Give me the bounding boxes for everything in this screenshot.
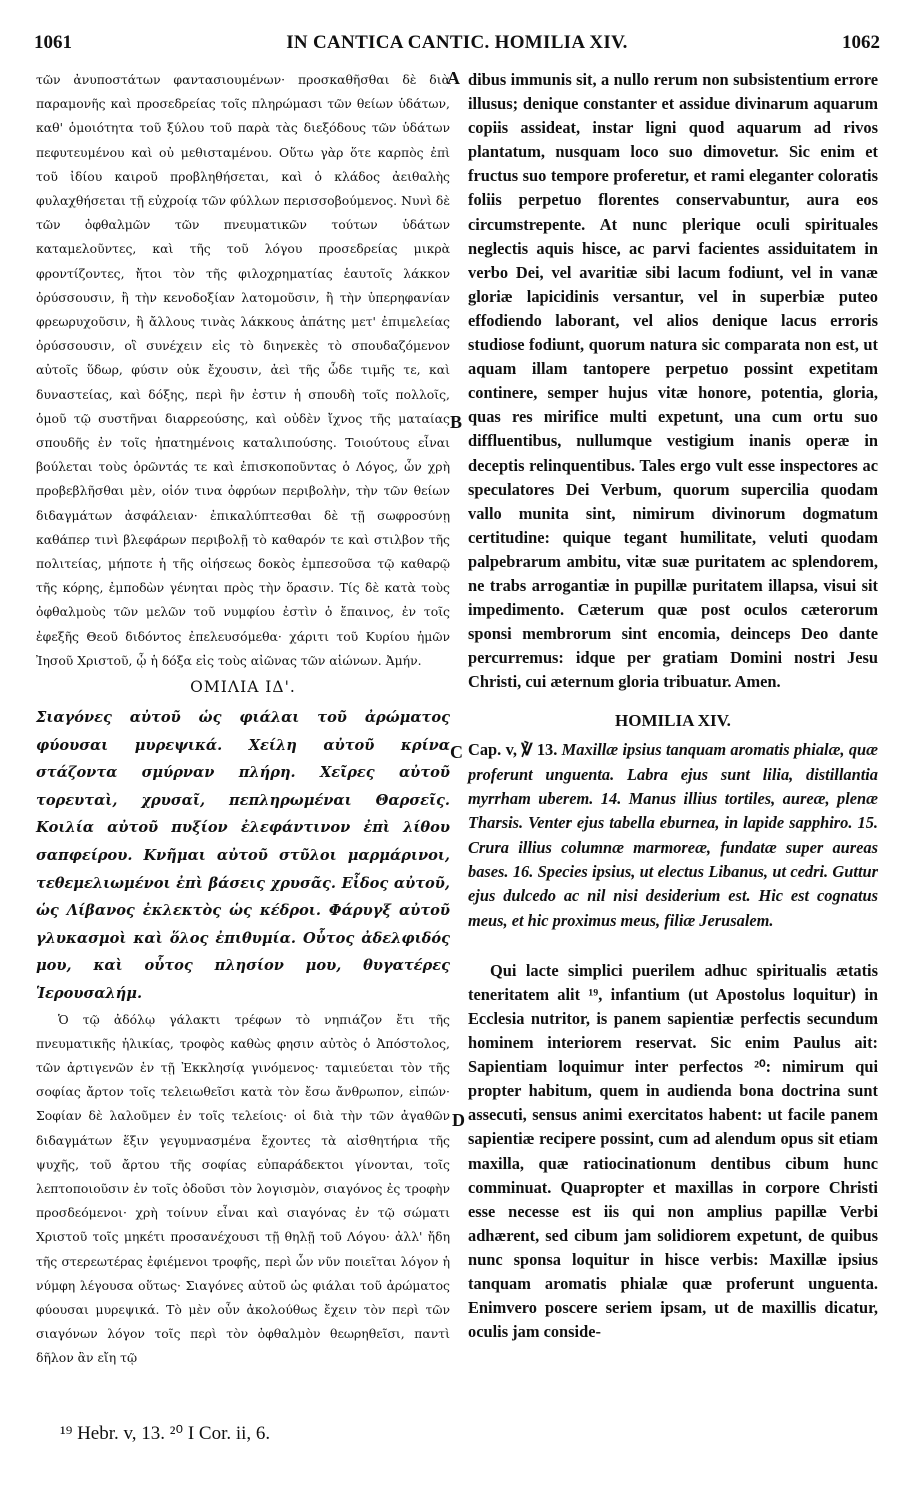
greek-homily-title: ΟΜΙΛΙΑ ΙΔ'. [190,678,296,697]
margin-marker-d: D [452,1110,465,1130]
latin-homily-title: HOMILIA XIV. [615,711,731,731]
chapter-reference: Cap. v, ℣ 13. [468,740,558,760]
greek-scripture-verse: Σιαγόνες αὐτοῦ ὡς φιάλαι τοῦ ἀρώματος φύουσαι μυρεψικά. Χείλη αὐτοῦ κρίνα στάζοντα σμύρναν πλήρη. Χεῖρες αὐτοῦ τορευταὶ, χρυσαῖ, πεπληρωμέναι Θαρσεῖς. Κοιλία αὐτοῦ πυξίον ἐλεφάντινον ἐπὶ λίθου σαπφείρου. Κνῆμαι αὐτοῦ στῦλοι μαρμάρινοι, τεθεμελιωμένοι ἐπὶ βάσεις χρυσᾶς. Εἶδος αὐτοῦ, ὡς Λίβανος ἐκλεκτὸς ὡς κέδροι. Φάρυγξ αὐτοῦ γλυκασμοὶ καὶ ὅλος ἐπιθυμία. Οὗτος ἀδελφιδός μου, καὶ οὗτος πλησίον μου, θυγατέρες Ἱερουσαλήμ. [36,709,450,1003]
latin-scripture-verse [468,738,878,932]
greek-paragraph-1: τῶν ἀνυποστάτων φαντασιουμένων· προσκαθῆσθαι δὲ διὰ παραμονῆς καὶ προσεδρείας τοῖς πληρώμασι τῶν θείων ὑδάτων, καθ' ὁμοιότητα τοῦ ξύλου τοῦ παρὰ τὰς διεξόδους τῶν ὑδάτων πεφυτευμένου καὶ οὐ μεθισταμένου. Οὕτω γὰρ ὅτε καρπὸς ἐπὶ τοῦ ἰδίου καιροῦ προβληθήσεται, καὶ ὁ κλάδος ἀειθαλὴς φυλαχθήσεται τῇ εὐχροίᾳ τῶν φύλλων περισσοβούμενος. Νυνὶ δὲ τῶν ὀφθαλμῶν τῶν πνευματικῶν τούτων ὑδάτων καταμελοῦντες, καὶ τῆς τοῦ λόγου προσεδρείας μικρὰ φροντίζοντες, ἤτοι τὸν τῆς φιλοχρηματίας ἑαυτοῖς λάκκον ὀρύσσουσιν, ἢ τὴν κενοδοξίαν λατομοῦσιν, ἢ τὴν ὑπερηφανίαν φρεωρυχοῦσιν, ἢ ἄλλους τινὰς λάκκους ἀπάτης μετ' ἐπιμελείας ὀρύσσουσιν, οἳ συνέχειν εἰς τὸ διηνεκὲς τὸ σπουδαζόμενον αὐτοῖς ὕδωρ, φύσιν οὐκ ἔχουσιν, ἀεὶ τῆς ὧδε τιμῆς τε, καὶ δυναστείας, καὶ δόξης, περὶ ἣν ἐστιν ἡ σπουδὴ τοῖς πολλοῖς, ὁμοῦ τῷ συστῆναι διαρρεούσης, καὶ οὐδὲν ἴχνος τῆς ματαίας σπουδῆς ἐν τοῖς ἠπατημένοις καταλιπούσης. Τοιούτους εἶναι βούλεται τοὺς ὁρῶντάς τε καὶ ἐπισκοποῦντας ὁ Λόγος, ὧν χρὴ προβεβλῆσθαι μὲν, οἱόν τινα ὀφρύων περιβολὴν, τὴν τῶν θείων διδαγμάτων ἀσφάλειαν· ἐπικαλύπτεσθαι δὲ τῇ σωφροσύνῃ καθάπερ τινὶ βλεφάρων περιβολῇ τὸ καθαρόν τε καὶ στιλβον τῆς πολιτείας, μήποτε ἡ τῆς οἰήσεως δοκὸς ἐμπεσοῦσα τῷ καθαρῷ τῆς κόρης, ἐμποδὼν γένηται πρὸς τὴν ὅρασιν. Τίς δὲ κατὰ τοὺς ὀφθαλμοὺς τῶν μελῶν τοῦ νυμφίου ἐστὶν ὁ ἔπαινος, ἐν τοῖς ἐφεξῆς Θεοῦ διδόντος ἐπελευσόμεθα· χάριτι τοῦ Κυρίου ἡμῶν Ἰησοῦ Χριστοῦ, ᾧ ἡ δόξα εἰς τοὺς αἰῶνας τῶν αἰώνων. Ἀμήν. [36,72,450,668]
page-number-right: 1062 [842,32,880,53]
margin-marker-a: A [447,68,460,88]
running-header [34,32,880,58]
page-number-left: 1061 [34,32,72,53]
running-title: IN CANTICA CANTIC. HOMILIA XIV. [286,32,628,53]
latin-column [468,68,878,1344]
margin-marker-b: B [450,412,463,432]
margin-marker-c: C [450,742,463,762]
latin-verse-text: Maxillæ ipsius tanquam aromatis phialæ, quæ proferunt unguenta. Labra ejus sunt lilia, distillantia myrrham uberem. 14. Manus illius tortiles, aureæ, plenæ Tharsis. Venter ejus tabella eburnea, in lapide sapphiro. 15. Crura illius columnæ marmoreæ, fundatæ super aureas bases. 16. Species ipsius, ut electus Libanus, ut cedri. Guttur ejus dulcedo ac nil nisi desiderium est. Hic est cognatus meus, et hic proximus meus, filiæ Jerusalem. [468,740,878,930]
greek-column [36,68,450,1371]
latin-paragraph-2: Qui lacte simplici puerilem adhuc spiritualis ætatis teneritatem alit ¹⁹, infantium (ut Apostolus loquitur) in Ecclesia nutritor, is panem sapientiæ perfectis secundum hominem interiorem reservat. Sic enim Paulus ait: Sapientiam loquimur inter perfectos ²⁰: nimirum qui propter habitum, quem in audienda bona doctrina sunt assecuti, sensus animi exercitatos habent: ut facile panem sapientiæ recipere possint, cum ad alendum opus sit etiam maxilla, quæ ratiocinationum dentibus cibum hunc comminuat. Quapropter et maxillas in corpore Christi esse necesse est iis qui non amplius papillæ Verbi adhærent, sed cibum jam solidiorem expetunt, de quibus nunc sponsa loquitur in hisce verbis: Maxillæ ipsius tanquam aromatis phialæ quæ proferunt unguenta. Enimvero poscere seriem ipsam, ut de maxillis dicatur, oculis jam conside- [468,960,878,1342]
latin-paragraph-1: dibus immunis sit, a nullo rerum non subsistentium errore illusus; denique constanter et assidue divinarum aquarum copiis assideat, instar ligni quod aquarum ad rivos plantatum, nusquam loco suo dimovetur. Sic enim et fructus suo tempore proferetur, et rami eleganter coloratis foliis perpetuo florentes conservabuntur, aura eos circumstrepente. At nunc plerique oculi spirituales neglectis aquis hisce, ac parvi facientes assiduitatem in verbo Dei, vel avaritiæ sibi lacum fodiunt, vel in vanæ gloriæ lapicidinis versantur, vel in superbiæ puteo effodiendo laborant, vel alios denique lacus erroris studiose fodiunt, quorum natura sic comparata non est, ut aquam illam tantopere perpetuo possint expetitam continere, semper hujus vitæ honore, potentia, gloria, quas res mirifice multi expetunt, una cum ortu suo diffluentibus, nullumque vestigium inanis operæ in deceptis relinquentibus. Tales ergo vult esse inspectores ac speculatores Dei Verbum, quorum supercilia quodam vallo munita sint, nimirum divinorum dogmatum certitudine: quique tegant humilitate, veluti quodam palpebrarum ambitu, vitæ suæ puritatem ac splendorem, ne trabs arrogantiæ in pupillæ puritatem illapsa, visui sit impedimento. Cæterum quæ post oculos cæterorum sponsi membrorum sint encomia, deinceps Deo dante percurremus: idque per gratiam Domini nostri Jesu Christi, cui æternum gloria tribuatur. Amen. [468,70,878,692]
footnotes: ¹⁹ Hebr. v, 13. ²⁰ I Cor. ii, 6. [60,1423,271,1444]
greek-paragraph-2: Ὁ τῷ ἀδόλῳ γάλακτι τρέφων τὸ νηπιάζον ἔτι τῆς πνευματικῆς ἡλικίας, τροφὸς καθὼς φησιν αὐτὸς ὁ Ἀπόστολος, τῶν ἀρτιγενῶν ἐν τῇ Ἐκκλησίᾳ γινόμενος· ταμιεύεται τὸν τῆς σοφίας ἄρτον τοῖς τελειωθεῖσι κατὰ τὸν ἔσω ἄνθρωπον, εἰπών· Σοφίαν δὲ λαλοῦμεν ἐν τοῖς τελείοις· οἱ διὰ τὴν τῶν ἀγαθῶν διδαγμάτων ἕξιν γεγυμνασμένα ἔχοντες τὰ αἰσθητήρια τῆς ψυχῆς, τοῦ ἄρτου τῆς σοφίας εὐπαράδεκτοι γίνονται, τοῖς λεπτοποιοῦσιν ἐν τοῖς ὀδοῦσι τὸν λογισμὸν, σιαγόνος ἐς τροφὴν προσδεόμενοι· χρὴ τοίνυν εἶναι καὶ σιαγόνας ἐν τῷ σώματι Χριστοῦ τοῖς μηκέτι προσανέχουσι τῇ θηλῇ τοῦ Λόγου· ἀλλ' ἤδη τῆς στερεωτέρας ἐφιέμενοι τροφῆς, περὶ ὧν νῦν ποιεῖται λόγον ἡ νύμφη λέγουσα οὕτως· Σιαγόνες αὐτοῦ ὡς φιάλαι τοῦ ἀρώματος φύουσαι μυρεψικά. Τὸ μὲν οὖν ἀκολούθως ἔχειν τὸν περὶ τῶν σιαγόνων λόγον τοῖς περὶ τὸν ὀφθαλμὸν θεωρηθεῖσι, παντὶ δῆλον ἂν εἴη τῷ [36,1011,450,1366]
